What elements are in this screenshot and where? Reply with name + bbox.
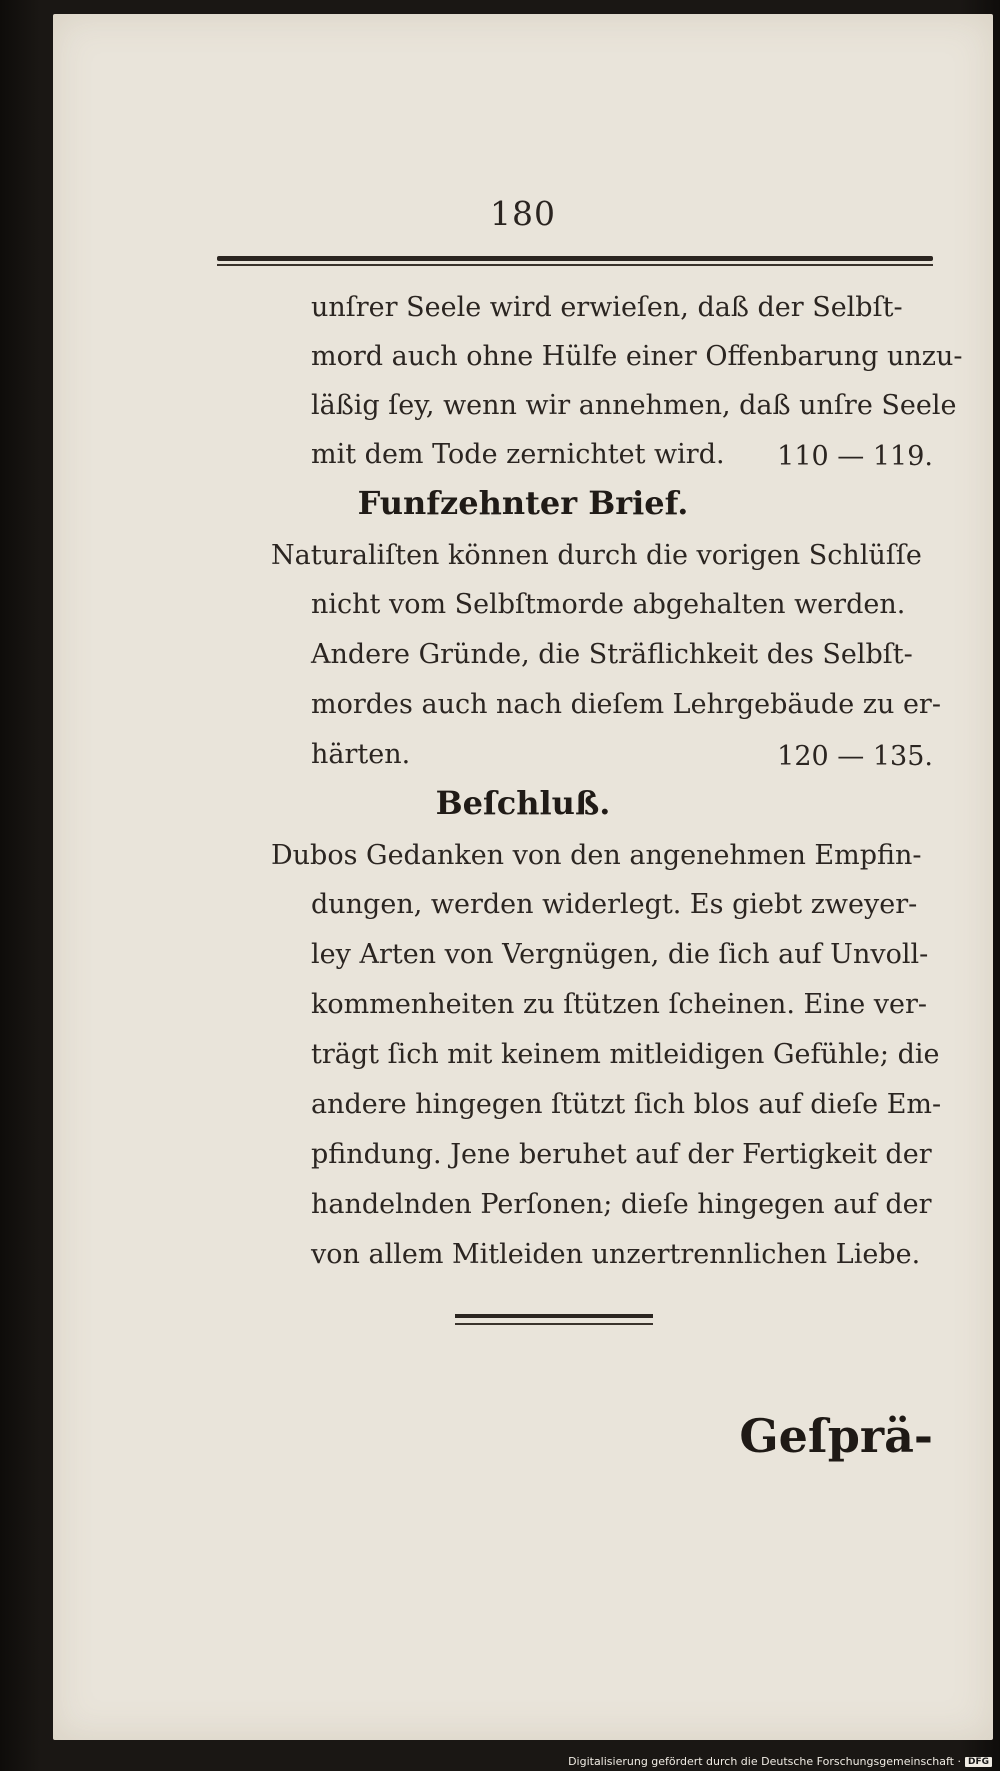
text-line: kommenheiten zu ſtützen ſcheinen. Eine ver- xyxy=(311,989,928,1020)
dfg-logo-icon: DFG xyxy=(965,1757,992,1767)
digitization-credit xyxy=(568,1755,992,1768)
text-line: trägt ſich mit keinem mitleidigen Gefühle; die xyxy=(311,1039,940,1070)
page-number: 180 xyxy=(490,194,556,233)
closing-rule xyxy=(455,1314,653,1328)
page-text xyxy=(53,14,993,1740)
text-line: von allem Mitleiden unzertrennlichen Liebe. xyxy=(311,1239,921,1270)
text-line: läßig ſey, wenn wir annehmen, daß unſre Seele xyxy=(311,390,957,421)
section-heading-1: Funfzehnter Brief. xyxy=(357,484,689,522)
text-line: nicht vom Selbſtmorde abgehalten werden. xyxy=(311,589,906,620)
credit-text: Digitalisierung gefördert durch die Deutsche Forschungsgemeinschaft · xyxy=(568,1755,961,1768)
text-line: mordes auch nach dieſem Lehrgebäude zu er- xyxy=(311,689,941,720)
catchword: Geſprä- xyxy=(739,1409,933,1463)
text-line: handelnden Perſonen; dieſe hingegen auf der xyxy=(311,1189,932,1220)
book-page xyxy=(53,14,993,1740)
section-heading-2: Beſchluß. xyxy=(435,784,611,822)
text-line: dungen, werden widerlegt. Es giebt zweyer- xyxy=(311,889,918,920)
text-line: mit dem Tode zernichtet wird. xyxy=(311,439,725,470)
text-line: andere hingegen ſtützt ſich blos auf dieſe Em- xyxy=(311,1089,942,1120)
page-reference-1: 110 — 119. xyxy=(777,441,933,472)
text-line: pfindung. Jene beruhet auf der Fertigkeit der xyxy=(311,1139,932,1170)
text-line: Dubos Gedanken von den angenehmen Empfin- xyxy=(271,840,922,871)
text-line: Naturaliſten können durch die vorigen Schlüſſe xyxy=(271,540,922,571)
text-line: härten. xyxy=(311,739,411,770)
page-reference-2: 120 — 135. xyxy=(777,741,933,772)
text-line: Andere Gründe, die Sträflichkeit des Selbſt- xyxy=(311,639,913,670)
text-line: unſrer Seele wird erwieſen, daß der Selbſt- xyxy=(311,292,903,323)
text-line: mord auch ohne Hülfe einer Offenbarung unzu- xyxy=(311,341,963,372)
text-line: ley Arten von Vergnügen, die ſich auf Unvoll- xyxy=(311,939,929,970)
